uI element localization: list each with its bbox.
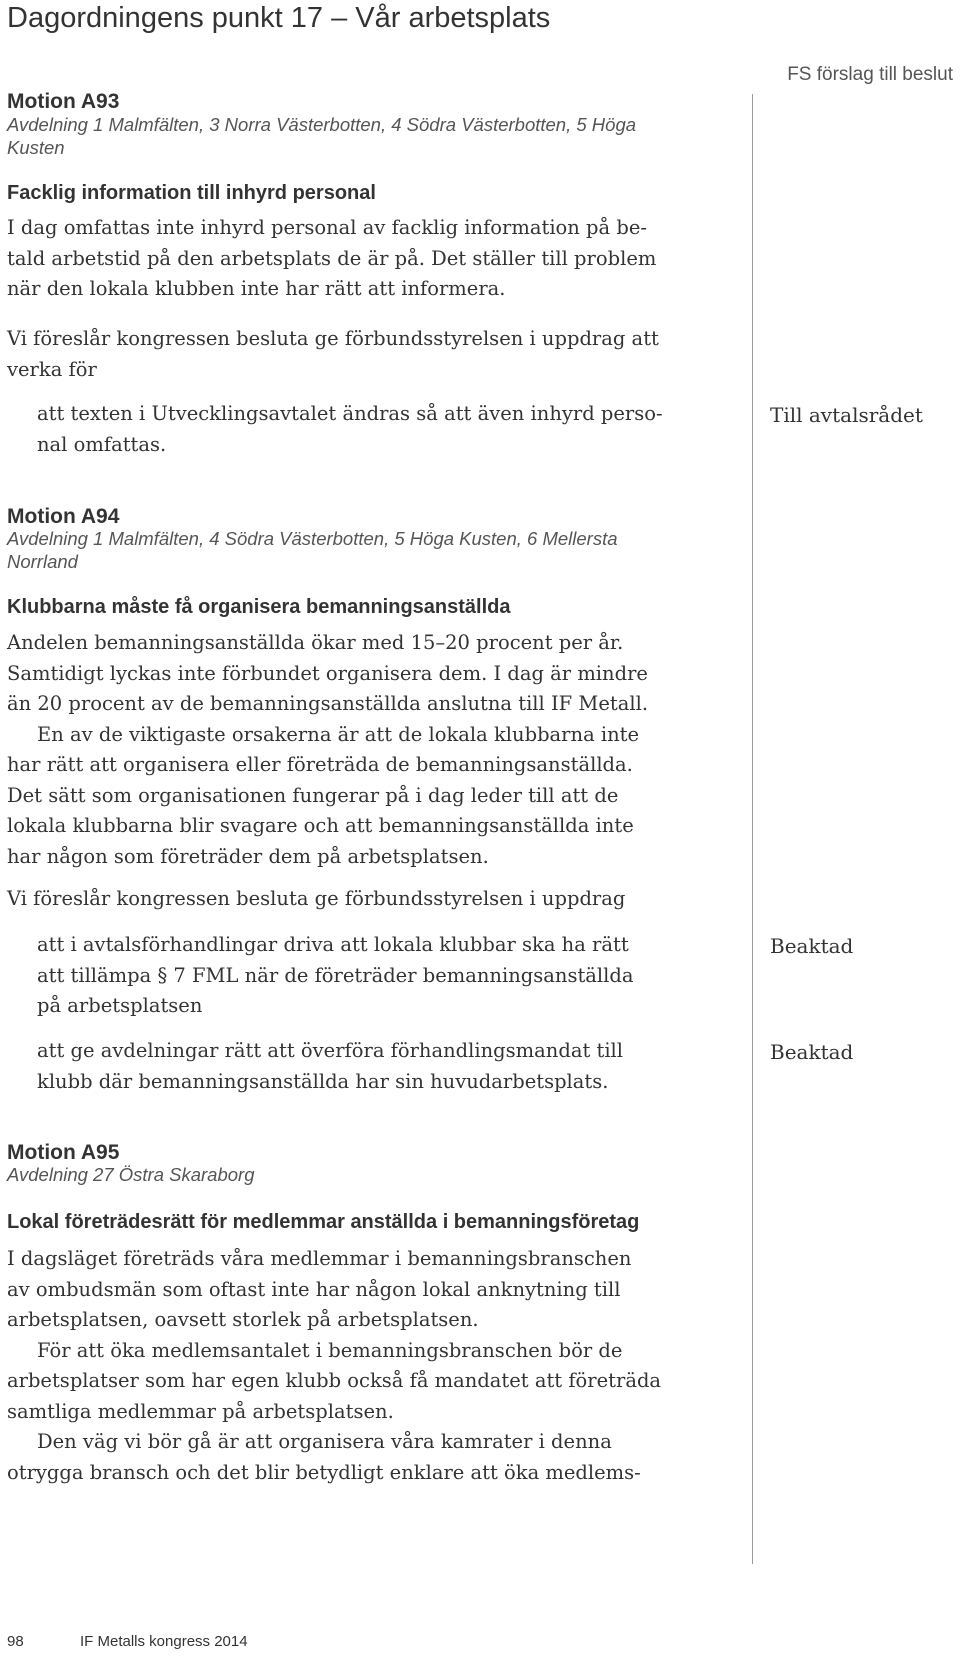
decision-column-header: FS förslag till beslut <box>787 64 953 85</box>
motion-a95-title: Motion A95 <box>7 1141 120 1164</box>
motion-a95-headline: Lokal företrädesrätt för medlemmar anställda i bemanningsföretag <box>7 1211 640 1233</box>
motion-a93-proposal: Vi föreslår kongressen besluta ge förbundsstyrelsen i uppdrag att verka för <box>7 327 659 381</box>
motion-a93-decision-1: Till avtalsrådet <box>770 403 923 427</box>
motion-a94-title: Motion A94 <box>7 505 120 528</box>
motion-a94-headline: Klubbarna måste få organisera bemanningsanställda <box>7 596 511 618</box>
motion-a94-proposal: Vi föreslår kongressen besluta ge förbundsstyrelsen i uppdrag <box>7 887 626 910</box>
motion-a93-att-1: att texten i Utvecklingsavtalet ändras så att även inhyrd perso- nal omfattas. <box>37 402 663 456</box>
motion-a94-att-1: att i avtalsförhandlingar driva att lokala klubbar ska ha rätt att tillämpa § 7 FML när de företräder bemanningsanställda på arbetsplatsen <box>37 933 634 1017</box>
motion-a95-submitters: Avdelning 27 Östra Skaraborg <box>7 1164 255 1185</box>
publication-name: IF Metalls kongress 2014 <box>80 1633 248 1650</box>
motion-a94-submitters: Avdelning 1 Malmfälten, 4 Södra Västerbotten, 5 Höga Kusten, 6 Mellersta Norrland <box>7 528 618 572</box>
motion-a94-body: Andelen bemanningsanställda ökar med 15–20 procent per år. Samtidigt lyckas inte förbundet organisera dem. I dag är mindre än 20 procent av de bemanningsanställda anslutna till IF Metall. En av de viktigaste orsakerna är att de lokala klubbarna inte har rätt att organisera eller företräda de bemanningsanställda. Det sätt som organisationen fungerar på i dag leder till att de lokala klubbarna blir svagare och att bemanningsanställda inte har någon som företräder dem på arbetsplatsen. <box>7 631 649 868</box>
motion-a94-decision-2: Beaktad <box>770 1040 854 1064</box>
page-title: Dagordningens punkt 17 – Vår arbetsplats <box>7 2 551 34</box>
motion-a93-title: Motion A93 <box>7 90 120 113</box>
page-number: 98 <box>7 1633 24 1650</box>
column-divider <box>752 94 753 1564</box>
motion-a93-body: I dag omfattas inte inhyrd personal av facklig information på be- tald arbetstid på den arbetsplats de är på. Det ställer till problem när den lokala klubben inte har rätt att informera. <box>7 216 657 300</box>
motion-a94-decision-1: Beaktad <box>770 934 854 958</box>
motion-a93-submitters: Avdelning 1 Malmfälten, 3 Norra Västerbotten, 4 Södra Västerbotten, 5 Höga Kusten <box>7 114 637 158</box>
motion-a93-headline: Facklig information till inhyrd personal <box>7 182 376 204</box>
motion-a94-att-2: att ge avdelningar rätt att överföra förhandlingsmandat till klubb där bemanningsanställda har sin huvudarbetsplats. <box>37 1039 624 1093</box>
motion-a95-body: I dagsläget företräds våra medlemmar i bemanningsbranschen av ombudsmän som oftast inte har någon lokal anknytning till arbetsplatsen, oavsett storlek på arbetsplatsen. För att öka medlemsantalet i bemanningsbranschen bör de arbetsplatser som har egen klubb också få mandatet att företräda samtliga medlemmar på arbetsplatsen. Den väg vi bör gå är att organisera våra kamrater i denna otrygga bransch och det blir betydligt enklare att öka medlems- <box>7 1247 662 1484</box>
